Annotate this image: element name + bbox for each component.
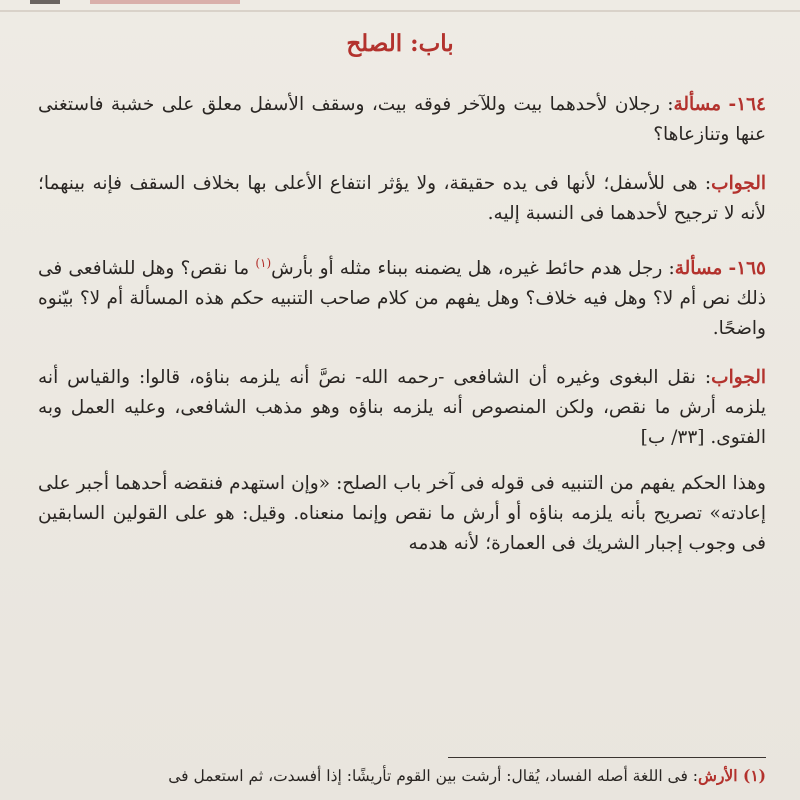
footnote-reference[interactable]: (١) [255,256,272,270]
footnote-separator [448,757,766,758]
answer-164-label: الجواب [711,173,766,194]
question-164-label: مسألة [673,94,722,115]
header-mark-dark [30,0,60,4]
answer-164 [38,169,766,229]
page-header-rule [0,0,800,12]
answer-165-text: : نقل البغوى وغيره أن الشافعى -رحمه الله- نصَّ أنه يلزمه بناؤه، قالوا: والقياس أنه يلزمه أرش ما نقص، ولكن المنصوص أنه يلزمه بناؤه وهو مذهب الشافعى، وعليه العمل وبه الفتوى. [٣٣/ ب] [38,367,766,449]
question-164 [38,90,766,150]
question-165-number: ١٦٥- [728,258,766,280]
question-165-label: مسألة [674,258,723,280]
main-text [38,90,766,578]
footnote-text: : فى اللغة أصله الفساد، يُقال: أرشت بين القوم تأريشًا: إذا أفسدت، ثم استعمل فى [168,767,699,785]
answer-165-continued: وهذا الحكم يفهم من التنبيه فى قوله فى آخر باب الصلح: «وإن استهدم فنقضه أحدهما أجبر على إعادته» تصريح بأنه يلزمه بناؤه أو أرش ما نقص وإنما منعناه. وقيل: هو على القولين السابقين فى وجوب إجبار الشريك فى العمارة؛ لأنه هدمه [38,473,766,555]
question-165 [38,248,766,344]
answer-165-label: الجواب [711,367,766,389]
question-164-text: : رجلان لأحدهما بيت وللآخر فوقه بيت، وسقف الأسفل معلق على خشبة فاستغنى عنها وتنازعاها؟ [38,94,766,145]
answer-165 [38,363,766,453]
header-mark-red [90,0,240,4]
chapter-title: باب: الصلح [346,30,454,57]
footnote-marker: (١) الأرش [698,766,766,785]
footnote-1 [38,764,766,788]
answer-164-text: : هى للأسفل؛ لأنها فى يده حقيقة، ولا يؤثر انتفاع الأعلى بها بخلاف السقف فإنه بينهما؛ لأنه لا ترجيح لأحدهما فى النسبة إليه. [38,173,766,224]
question-165-text-after: ما نقص؟ وهل للشافعى فى ذلك نص أم لا؟ وهل فيه خلاف؟ وهل يفهم من كلام صاحب التنبيه حكم هذه المسألة أم لا؟ بيّنوه واضحًا. [38,258,766,340]
question-165-text-before: : رجل هدم حائط غيره، هل يضمنه ببناء مثله أو بأرش [271,258,675,280]
question-164-number: ١٦٤- [728,94,766,115]
